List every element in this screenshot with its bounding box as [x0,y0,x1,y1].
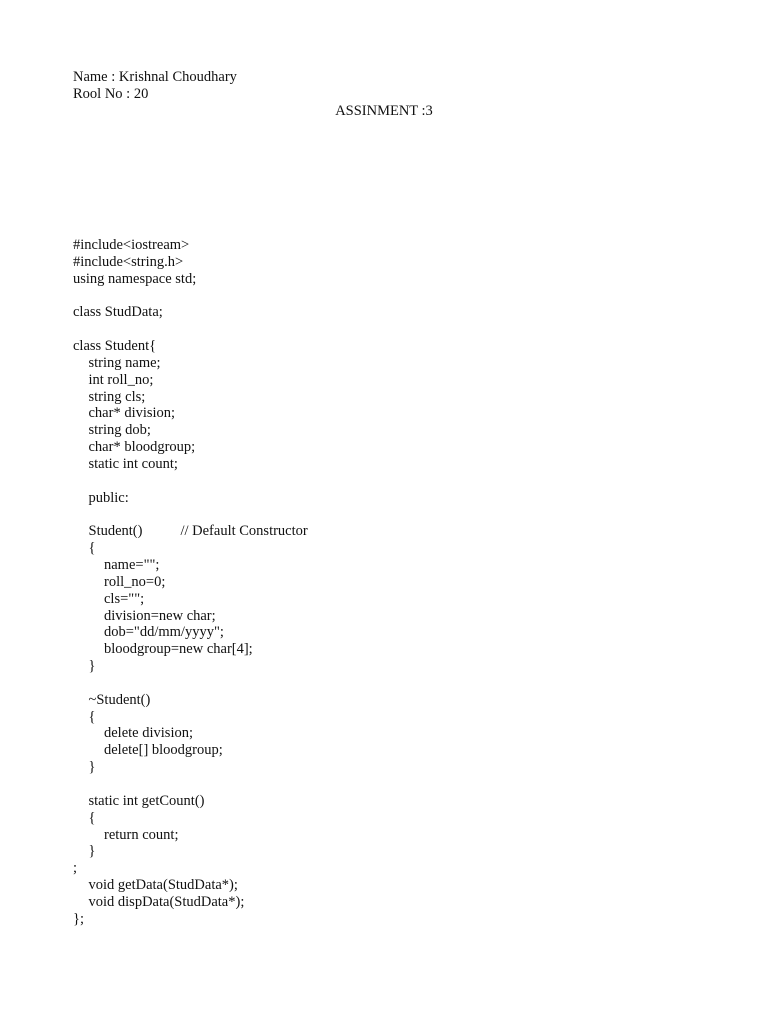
code-line: char* bloodgroup; [88,439,196,456]
code-line: { [88,708,96,725]
code-line: class StudData; [73,304,163,321]
code-line: } [88,759,96,776]
document-header [73,69,693,119]
code-line: { [88,540,96,557]
code-line: return count; [104,826,179,843]
constructor-signature: Student() [88,523,143,540]
code-line: static int getCount() [88,792,205,809]
code-line: int roll_no; [88,371,154,388]
code-line [73,776,713,793]
code-line: division=new char; [104,607,216,624]
code-line: ; [73,860,78,877]
code-line: char* division; [88,405,176,422]
code-line [73,288,713,305]
assignment-title: ASSINMENT :3 [335,103,433,119]
code-line [73,507,713,524]
code-line: }; [73,910,84,927]
code-line: static int count; [88,455,178,472]
code-line: #include<iostream> [73,237,190,253]
code-line: public: [88,489,129,506]
code-line: } [88,843,96,860]
constructor-comment: // Default Constructor [180,523,308,540]
code-line [73,473,713,490]
code-line: using namespace std; [73,270,197,287]
code-line: string name; [88,354,161,371]
code-listing [73,237,713,928]
code-line: string dob; [88,422,151,439]
code-line: roll_no=0; [104,573,166,590]
code-line: void dispData(StudData*); [88,893,245,910]
code-line [73,675,713,692]
student-name-line: Name : Krishnal Choudhary [73,69,237,85]
code-line: } [88,658,96,675]
code-line: ~Student() [88,691,151,708]
roll-number-line: Rool No : 20 [73,86,149,102]
code-line: delete division; [104,725,193,742]
code-line: name=""; [104,557,160,574]
code-line: string cls; [88,388,146,405]
code-line: bloodgroup=new char[4]; [104,641,253,658]
code-line: dob="dd/mm/yyyy"; [104,624,224,641]
code-line [73,321,713,338]
code-line-constructor [73,523,713,540]
code-line: delete[] bloodgroup; [104,742,223,759]
code-line: class Student{ [73,338,157,355]
code-line: cls=""; [104,590,145,607]
code-line: #include<string.h> [73,253,184,270]
code-line: { [88,809,96,826]
code-line: void getData(StudData*); [88,877,238,894]
